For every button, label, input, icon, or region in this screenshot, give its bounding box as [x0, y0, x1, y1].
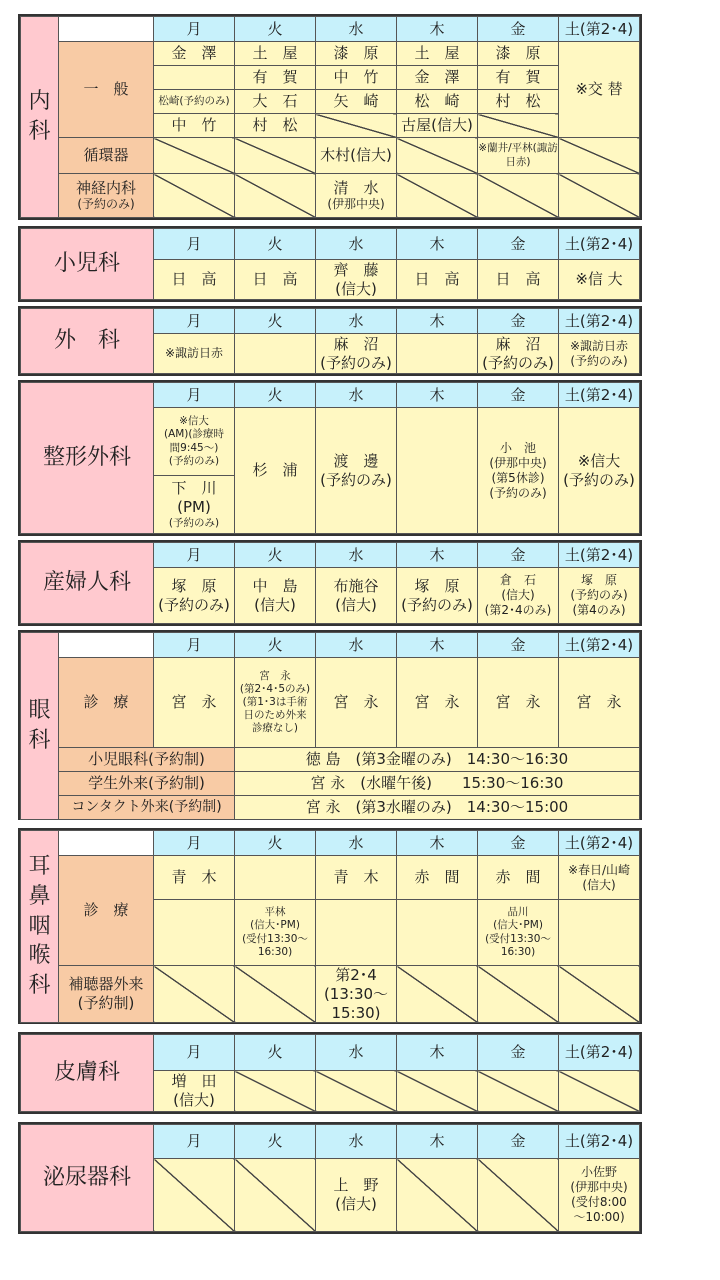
schedule-cell — [154, 66, 235, 90]
schedule-cell: 塚 原 (予約のみ) — [154, 568, 235, 624]
empty-slot — [235, 966, 316, 1023]
general-label: 一 般 — [59, 42, 154, 138]
hochouki-label-1: 補聴器外来 — [68, 975, 144, 994]
empty-slot — [397, 966, 478, 1023]
empty-slot — [235, 1071, 316, 1112]
ganka-section — [18, 630, 642, 820]
blank-corner — [59, 633, 154, 658]
sanfujin-title: 産婦人科 — [21, 543, 154, 624]
hinyo-section — [18, 1122, 642, 1234]
schedule-cell: 土 屋 — [397, 42, 478, 66]
extra-label: 学生外来(予約制) — [59, 772, 235, 796]
day-header: 水 — [316, 1035, 397, 1071]
shoni-section — [18, 226, 642, 302]
empty-slot — [397, 174, 478, 218]
day-header: 土(第2･4) — [559, 1035, 640, 1071]
empty-slot — [478, 114, 559, 138]
day-header: 金 — [478, 831, 559, 856]
day-header: 火 — [235, 309, 316, 334]
schedule-cell — [397, 408, 478, 534]
day-header: 火 — [235, 831, 316, 856]
seikei-section — [18, 380, 642, 536]
day-header: 木 — [397, 17, 478, 42]
sanfujin-section — [18, 540, 642, 626]
shinkei-place: (伊那中央) — [327, 197, 385, 212]
schedule-cell: 青 木 — [316, 856, 397, 900]
schedule-cell: ※信大 (予約のみ) — [559, 408, 640, 534]
geka-section — [18, 306, 642, 376]
day-header: 火 — [235, 17, 316, 42]
schedule-cell: 金 澤 — [154, 42, 235, 66]
extra-label: 小児眼科(予約制) — [59, 748, 235, 772]
schedule-cell: 矢 崎 — [316, 90, 397, 114]
schedule-cell: 増 田 (信大) — [154, 1071, 235, 1112]
schedule-cell: 小 池 (伊那中央) (第5休診) (予約のみ) — [478, 408, 559, 534]
mon-pm-note: (予約のみ) — [168, 516, 220, 529]
day-header: 木 — [397, 229, 478, 260]
schedule-cell: 宮 永 — [559, 658, 640, 748]
day-header: 木 — [397, 309, 478, 334]
schedule-cell: 金 澤 — [397, 66, 478, 90]
shinkei-label-1: 神経内科 — [75, 178, 136, 197]
schedule-cell: 漆 原 — [316, 42, 397, 66]
schedule-cell: 宮 永 — [478, 658, 559, 748]
schedule-cell: 第2･4 (13:30〜 15:30) — [316, 966, 397, 1023]
schedule-cell: 中 島 (信大) — [235, 568, 316, 624]
day-header: 木 — [397, 633, 478, 658]
schedule-cell — [559, 900, 640, 966]
naika-title-text: 内科 — [28, 89, 51, 144]
empty-slot — [316, 1071, 397, 1112]
mon-pm-doctor: 下 川 (PM) — [171, 479, 217, 516]
schedule-cell — [316, 174, 397, 218]
schedule-cell: ※信 大 — [559, 260, 640, 300]
empty-slot — [397, 138, 478, 174]
day-header: 土(第2･4) — [559, 831, 640, 856]
empty-slot — [235, 174, 316, 218]
schedule-cell: 日 高 — [154, 260, 235, 300]
blank-corner — [59, 831, 154, 856]
empty-slot — [478, 966, 559, 1023]
schedule-cell: 麻 沼 (予約のみ) — [478, 334, 559, 374]
day-header: 水 — [316, 831, 397, 856]
hochouki-label — [59, 966, 154, 1023]
shinryo-label: 診 療 — [59, 856, 154, 966]
schedule-cell: 土 屋 — [235, 42, 316, 66]
day-header: 月 — [154, 831, 235, 856]
schedule-cell: 村 松 — [478, 90, 559, 114]
shinkei-label — [59, 174, 154, 218]
seikei-title: 整形外科 — [21, 383, 154, 534]
schedule-cell: 日 高 — [478, 260, 559, 300]
empty-slot — [316, 114, 397, 138]
empty-slot — [235, 138, 316, 174]
day-header: 月 — [154, 543, 235, 568]
empty-slot — [154, 966, 235, 1023]
schedule-cell — [235, 334, 316, 374]
schedule-cell: 松崎(予約のみ) — [154, 90, 235, 114]
schedule-cell: 大 石 — [235, 90, 316, 114]
day-header: 土(第2･4) — [559, 383, 640, 408]
ganka-title-text: 眼科 — [28, 698, 51, 753]
day-header: 金 — [478, 1125, 559, 1159]
junkanki-label: 循環器 — [59, 138, 154, 174]
schedule-cell: 青 木 — [154, 856, 235, 900]
day-header: 木 — [397, 831, 478, 856]
day-header: 土(第2･4) — [559, 17, 640, 42]
empty-slot — [478, 174, 559, 218]
schedule-cell: 渡 邊 (予約のみ) — [316, 408, 397, 534]
day-header: 金 — [478, 309, 559, 334]
schedule-cell: 杉 浦 — [235, 408, 316, 534]
day-header: 木 — [397, 1035, 478, 1071]
schedule-cell — [235, 856, 316, 900]
schedule-cell: ※信大 (AM)(診療時 間9:45〜) (予約のみ) — [154, 408, 235, 476]
schedule-cell — [154, 900, 235, 966]
day-header: 木 — [397, 543, 478, 568]
day-header: 土(第2･4) — [559, 633, 640, 658]
empty-slot — [154, 174, 235, 218]
empty-slot — [559, 1071, 640, 1112]
day-header: 月 — [154, 309, 235, 334]
schedule-cell: 赤 間 — [397, 856, 478, 900]
schedule-cell: 宮 永 — [154, 658, 235, 748]
hifu-title: 皮膚科 — [21, 1035, 154, 1112]
schedule-cell: 布施谷 (信大) — [316, 568, 397, 624]
schedule-cell: 村 松 — [235, 114, 316, 138]
empty-slot — [559, 138, 640, 174]
schedule-cell: 有 賀 — [478, 66, 559, 90]
jibi-title — [21, 831, 59, 1023]
schedule-cell — [316, 900, 397, 966]
day-header: 水 — [316, 229, 397, 260]
empty-slot — [154, 1159, 235, 1232]
day-header: 木 — [397, 1125, 478, 1159]
day-header: 月 — [154, 1035, 235, 1071]
day-header: 火 — [235, 383, 316, 408]
shinkei-doctor: 清 水 — [333, 178, 379, 197]
schedule-cell — [154, 476, 235, 534]
empty-slot — [478, 1159, 559, 1232]
day-header: 金 — [478, 633, 559, 658]
schedule-cell: 中 竹 — [154, 114, 235, 138]
shoni-title: 小児科 — [21, 229, 154, 300]
schedule-cell: 平林 (信大･PM) (受付13:30〜 16:30) — [235, 900, 316, 966]
schedule-cell: 赤 間 — [478, 856, 559, 900]
saturday-cell: ※交 替 — [559, 42, 640, 138]
extra-text: 徳 島 (第3金曜のみ) 14:30〜16:30 — [235, 748, 640, 772]
day-header: 土(第2･4) — [559, 229, 640, 260]
schedule-cell: 小佐野 (伊那中央) (受付8:00 〜10:00) — [559, 1159, 640, 1232]
schedule-cell: 日 高 — [397, 260, 478, 300]
day-header: 水 — [316, 383, 397, 408]
day-header: 月 — [154, 229, 235, 260]
day-header: 木 — [397, 383, 478, 408]
schedule-cell: 宮 永 (第2･4･5のみ) (第1･3は手術 日のため外来 診療なし) — [235, 658, 316, 748]
day-header: 水 — [316, 633, 397, 658]
hochouki-label-2: (予約制) — [77, 994, 135, 1013]
day-header: 水 — [316, 1125, 397, 1159]
extra-text: 宮 永 (第3水曜のみ) 14:30〜15:00 — [235, 796, 640, 820]
jibi-section — [18, 828, 642, 1024]
schedule-cell: ※諏訪日赤 (予約のみ) — [559, 334, 640, 374]
day-header: 金 — [478, 383, 559, 408]
day-header: 月 — [154, 1125, 235, 1159]
day-header: 金 — [478, 17, 559, 42]
schedule-cell: ※蘭井/平林(諏訪日赤) — [478, 138, 559, 174]
shinkei-label-2: (予約のみ) — [77, 197, 135, 212]
schedule-cell: 塚 原 (予約のみ) — [397, 568, 478, 624]
schedule-cell: ※春日/山崎 (信大) — [559, 856, 640, 900]
day-header: 金 — [478, 1035, 559, 1071]
schedule-cell: ※諏訪日赤 — [154, 334, 235, 374]
day-header: 土(第2･4) — [559, 309, 640, 334]
day-header: 金 — [478, 543, 559, 568]
schedule-cell: 漆 原 — [478, 42, 559, 66]
day-header: 月 — [154, 633, 235, 658]
schedule-cell — [397, 334, 478, 374]
day-header: 土(第2･4) — [559, 543, 640, 568]
hifu-section — [18, 1032, 642, 1114]
hinyo-title: 泌尿器科 — [21, 1125, 154, 1232]
jibi-title-text: 耳鼻咽喉科 — [28, 854, 51, 999]
schedule-cell: 宮 永 — [397, 658, 478, 748]
schedule-cell: 古屋(信大) — [397, 114, 478, 138]
schedule-cell: 日 高 — [235, 260, 316, 300]
schedule-cell — [397, 900, 478, 966]
geka-title: 外 科 — [21, 309, 154, 374]
day-header: 水 — [316, 17, 397, 42]
day-header: 月 — [154, 383, 235, 408]
naika-title — [21, 17, 59, 218]
schedule-cell: 倉 石 (信大) (第2･4のみ) — [478, 568, 559, 624]
day-header: 水 — [316, 309, 397, 334]
day-header: 火 — [235, 543, 316, 568]
schedule-cell: 中 竹 — [316, 66, 397, 90]
day-header: 金 — [478, 229, 559, 260]
schedule-cell: 宮 永 — [316, 658, 397, 748]
day-header: 火 — [235, 229, 316, 260]
shinryo-label: 診 療 — [59, 658, 154, 748]
ganka-title — [21, 633, 59, 820]
schedule-cell: 塚 原 (予約のみ) (第4のみ) — [559, 568, 640, 624]
empty-slot — [235, 1159, 316, 1232]
empty-slot — [154, 138, 235, 174]
empty-slot — [478, 1071, 559, 1112]
empty-slot — [397, 1159, 478, 1232]
extra-text: 宮 永 (水曜午後) 15:30〜16:30 — [235, 772, 640, 796]
day-header: 火 — [235, 1125, 316, 1159]
empty-slot — [559, 966, 640, 1023]
schedule-cell: 品川 (信大･PM) (受付13:30〜 16:30) — [478, 900, 559, 966]
schedule-cell: 松 崎 — [397, 90, 478, 114]
schedule-cell: 麻 沼 (予約のみ) — [316, 334, 397, 374]
extra-label: コンタクト外来(予約制) — [59, 796, 235, 820]
empty-slot — [559, 174, 640, 218]
day-header: 水 — [316, 543, 397, 568]
day-header: 火 — [235, 633, 316, 658]
schedule-cell: 齊 藤 (信大) — [316, 260, 397, 300]
schedule-cell: 上 野 (信大) — [316, 1159, 397, 1232]
schedule-cell: 木村(信大) — [316, 138, 397, 174]
blank-corner — [59, 17, 154, 42]
naika-section — [18, 14, 642, 220]
day-header: 月 — [154, 17, 235, 42]
empty-slot — [397, 1071, 478, 1112]
day-header: 火 — [235, 1035, 316, 1071]
day-header: 土(第2･4) — [559, 1125, 640, 1159]
schedule-cell: 有 賀 — [235, 66, 316, 90]
